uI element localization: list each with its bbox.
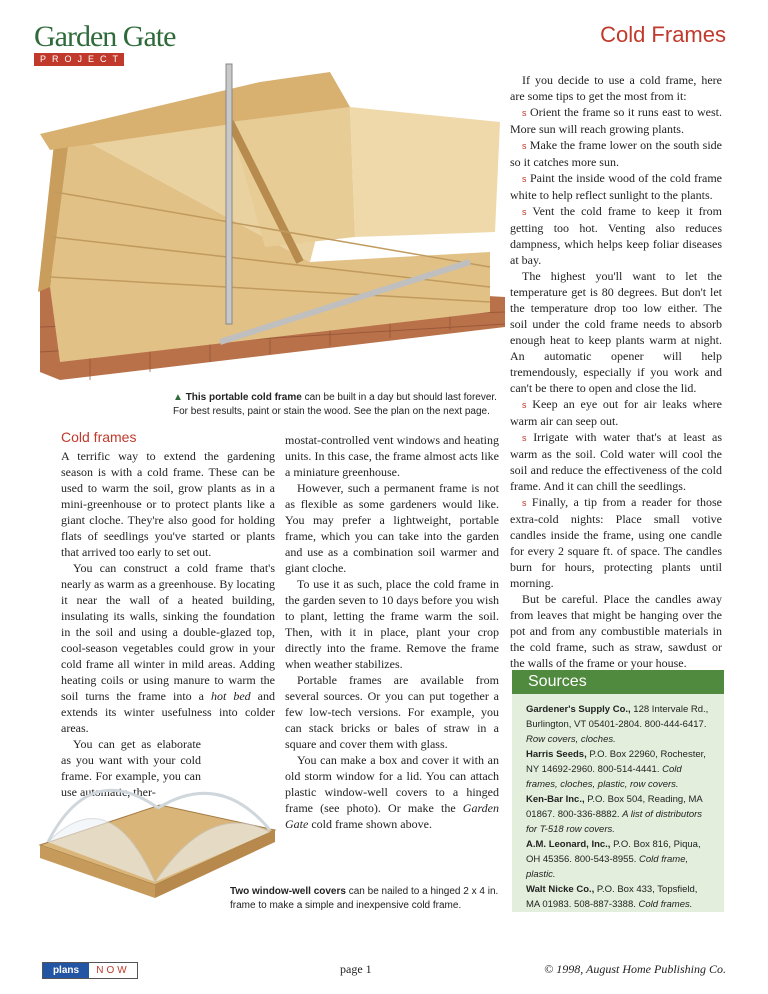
- page-number: page 1: [340, 962, 372, 976]
- copyright-text: © 1998, August Home Publishing Co.: [544, 962, 726, 976]
- bullet-icon: s: [522, 207, 527, 217]
- caption-bold: Two window-well covers: [230, 886, 346, 897]
- sources-heading: Sources: [512, 670, 724, 694]
- source-entry: Harris Seeds, P.O. Box 22960, Rochester, NY 14692-2960. 800-514-4441. Cold frames, cloches, plastic, row covers.: [526, 749, 706, 790]
- paragraph: The highest you'll want to let the temperature get is 80 degrees. But don't let the temperature drop too low either. The soil under the cold frame needs to absorb enough heat to keep plants warm at night. An automatic opener will help tremendously, especially if you work and can't be there to open and close the lid.: [510, 269, 722, 395]
- tip-item: s Finally, a tip from a reader for those extra-cold nights: Place small votive candles inside the frame, using one candle for every 2 square ft. of space. The candles burn for hours, protecting plants until morning.: [510, 495, 722, 590]
- paragraph: mostat-controlled vent windows and heating units. In this case, the frame almost acts like a miniature greenhouse.: [285, 433, 499, 479]
- tip-item: s Vent the cold frame to keep it from getting too hot. Venting also reduces dampness, which helps keep foliar diseases at bay.: [510, 204, 722, 267]
- paragraph: If you decide to use a cold frame, here are some tips to get the most from it:: [510, 73, 722, 103]
- window-well-photo: [30, 750, 280, 900]
- paragraph: You can make a box and cover it with an old storm window for a lid. You can attach plastic window-well covers to a hinged frame (see photo). Or make the Garden Gate cold frame shown above.: [285, 753, 499, 831]
- bullet-icon: s: [522, 174, 527, 184]
- bullet-icon: s: [522, 108, 527, 118]
- article-column-1: [61, 448, 275, 800]
- tip-item: s Irrigate with water that's at least as warm as the soil. Cold water will cool the soil and reduce the effectiveness of the cold frame. And it can chill the seedlings.: [510, 430, 723, 493]
- source-entry: Gardener's Supply Co., 128 Intervale Rd., Burlington, VT 05401-2804. 800-444-6417. Row covers, cloches.: [526, 704, 709, 745]
- plans-label: plans: [43, 963, 89, 978]
- article-column-3: [510, 72, 722, 687]
- caption-text: can be nailed to a hinged 2 x 4 in. frame to make a simple and inexpensive cold frame.: [230, 886, 499, 911]
- source-entry: Ken-Bar Inc., P.O. Box 504, Reading, MA 01867. 800-336-8882. A list of distributors for T-518 row covers.: [526, 794, 703, 835]
- plans-now-logo[interactable]: [42, 962, 138, 979]
- now-label: NOW: [96, 965, 130, 976]
- triangle-marker-icon: ▲: [173, 392, 183, 403]
- paragraph: Portable frames are available from several sources. Or you can put together a few low-tech versions. For example, you can stack bricks or bales of straw in a square and cover them with glass.: [285, 673, 499, 751]
- small-photo-caption: [230, 885, 510, 913]
- main-photo-caption: [173, 391, 503, 419]
- bullet-icon: s: [522, 433, 527, 443]
- paragraph: You can construct a cold frame that's nearly as warm as a greenhouse. By locating it near the wall of a heated building, insulating its walls, sinking the foundation in the soil and using a double-glazed top, cool-season vegetables could grow in your cold frame all winter in mild areas. Adding heating coils or using manure to warm the soil turns the frame into a hot bed and extends its winter usefulness into colder areas.: [61, 561, 275, 735]
- tip-item: s Make the frame lower on the south side so it catches more sun.: [510, 138, 722, 169]
- page-title: Cold Frames: [600, 22, 726, 47]
- tip-item: s Keep an eye out for air leaks where warm air can seep out.: [510, 397, 722, 428]
- caption-bold: This portable cold frame: [185, 392, 302, 403]
- source-entry: A.M. Leonard, Inc., P.O. Box 816, Piqua, OH 45356. 800-543-8955. Cold frame, plastic.: [526, 839, 701, 880]
- paragraph: However, such a permanent frame is not as flexible as some gardeners would like. You may prefer a lightweight, portable frame, which you can take into the garden and use as a combination soil warmer and giant cloche.: [285, 481, 499, 575]
- paragraph: To use it as such, place the cold frame in the garden seven to 10 days before you wish to plant, letting the frame warm the soil. Then, with it in place, plant your crop directly into the frame. Remove the frame when weather stabilizes.: [285, 577, 499, 671]
- sources-list: [512, 694, 724, 912]
- bullet-icon: s: [522, 400, 527, 410]
- paragraph: A terrific way to extend the gardening season is with a cold frame. These can be used to warm the soil, grow plants as in a mini-greenhouse or to protect plants like a giant cloche. They're also good for holding flats of seedlings you've started or plants that arrived too early to set out.: [61, 449, 275, 559]
- section-heading: Cold frames: [61, 429, 137, 445]
- tip-item: s Paint the inside wood of the cold frame white to help reflect sunlight to the plants.: [510, 171, 723, 202]
- sources-box: [512, 670, 724, 912]
- tip-item: s Orient the frame so it runs east to west. More sun will reach growing plants.: [510, 105, 722, 136]
- garden-gate-logo: Garden Gate: [34, 20, 176, 53]
- paragraph: You can get as elaborate as you want with your cold frame. For example, you can use automatic, ther-: [61, 737, 201, 799]
- cold-frame-photo: [30, 62, 510, 384]
- caption-text: can be built in a day but should last forever. For best results, paint or stain the wood. See the plan on the next page.: [173, 392, 497, 417]
- article-column-2: [285, 432, 499, 832]
- project-label: PROJECT: [34, 53, 124, 66]
- bullet-icon: s: [522, 498, 527, 508]
- paragraph: But be careful. Place the candles away from leaves that might be hanging over the pot and from any combustible materials in the cold frame, such as straw, sawdust or the walls of the frame or your house.: [510, 592, 722, 670]
- bullet-icon: s: [522, 141, 527, 151]
- source-entry: Walt Nicke Co., P.O. Box 433, Topsfield, MA 01983. 508-887-3388. Cold frames.: [526, 884, 698, 910]
